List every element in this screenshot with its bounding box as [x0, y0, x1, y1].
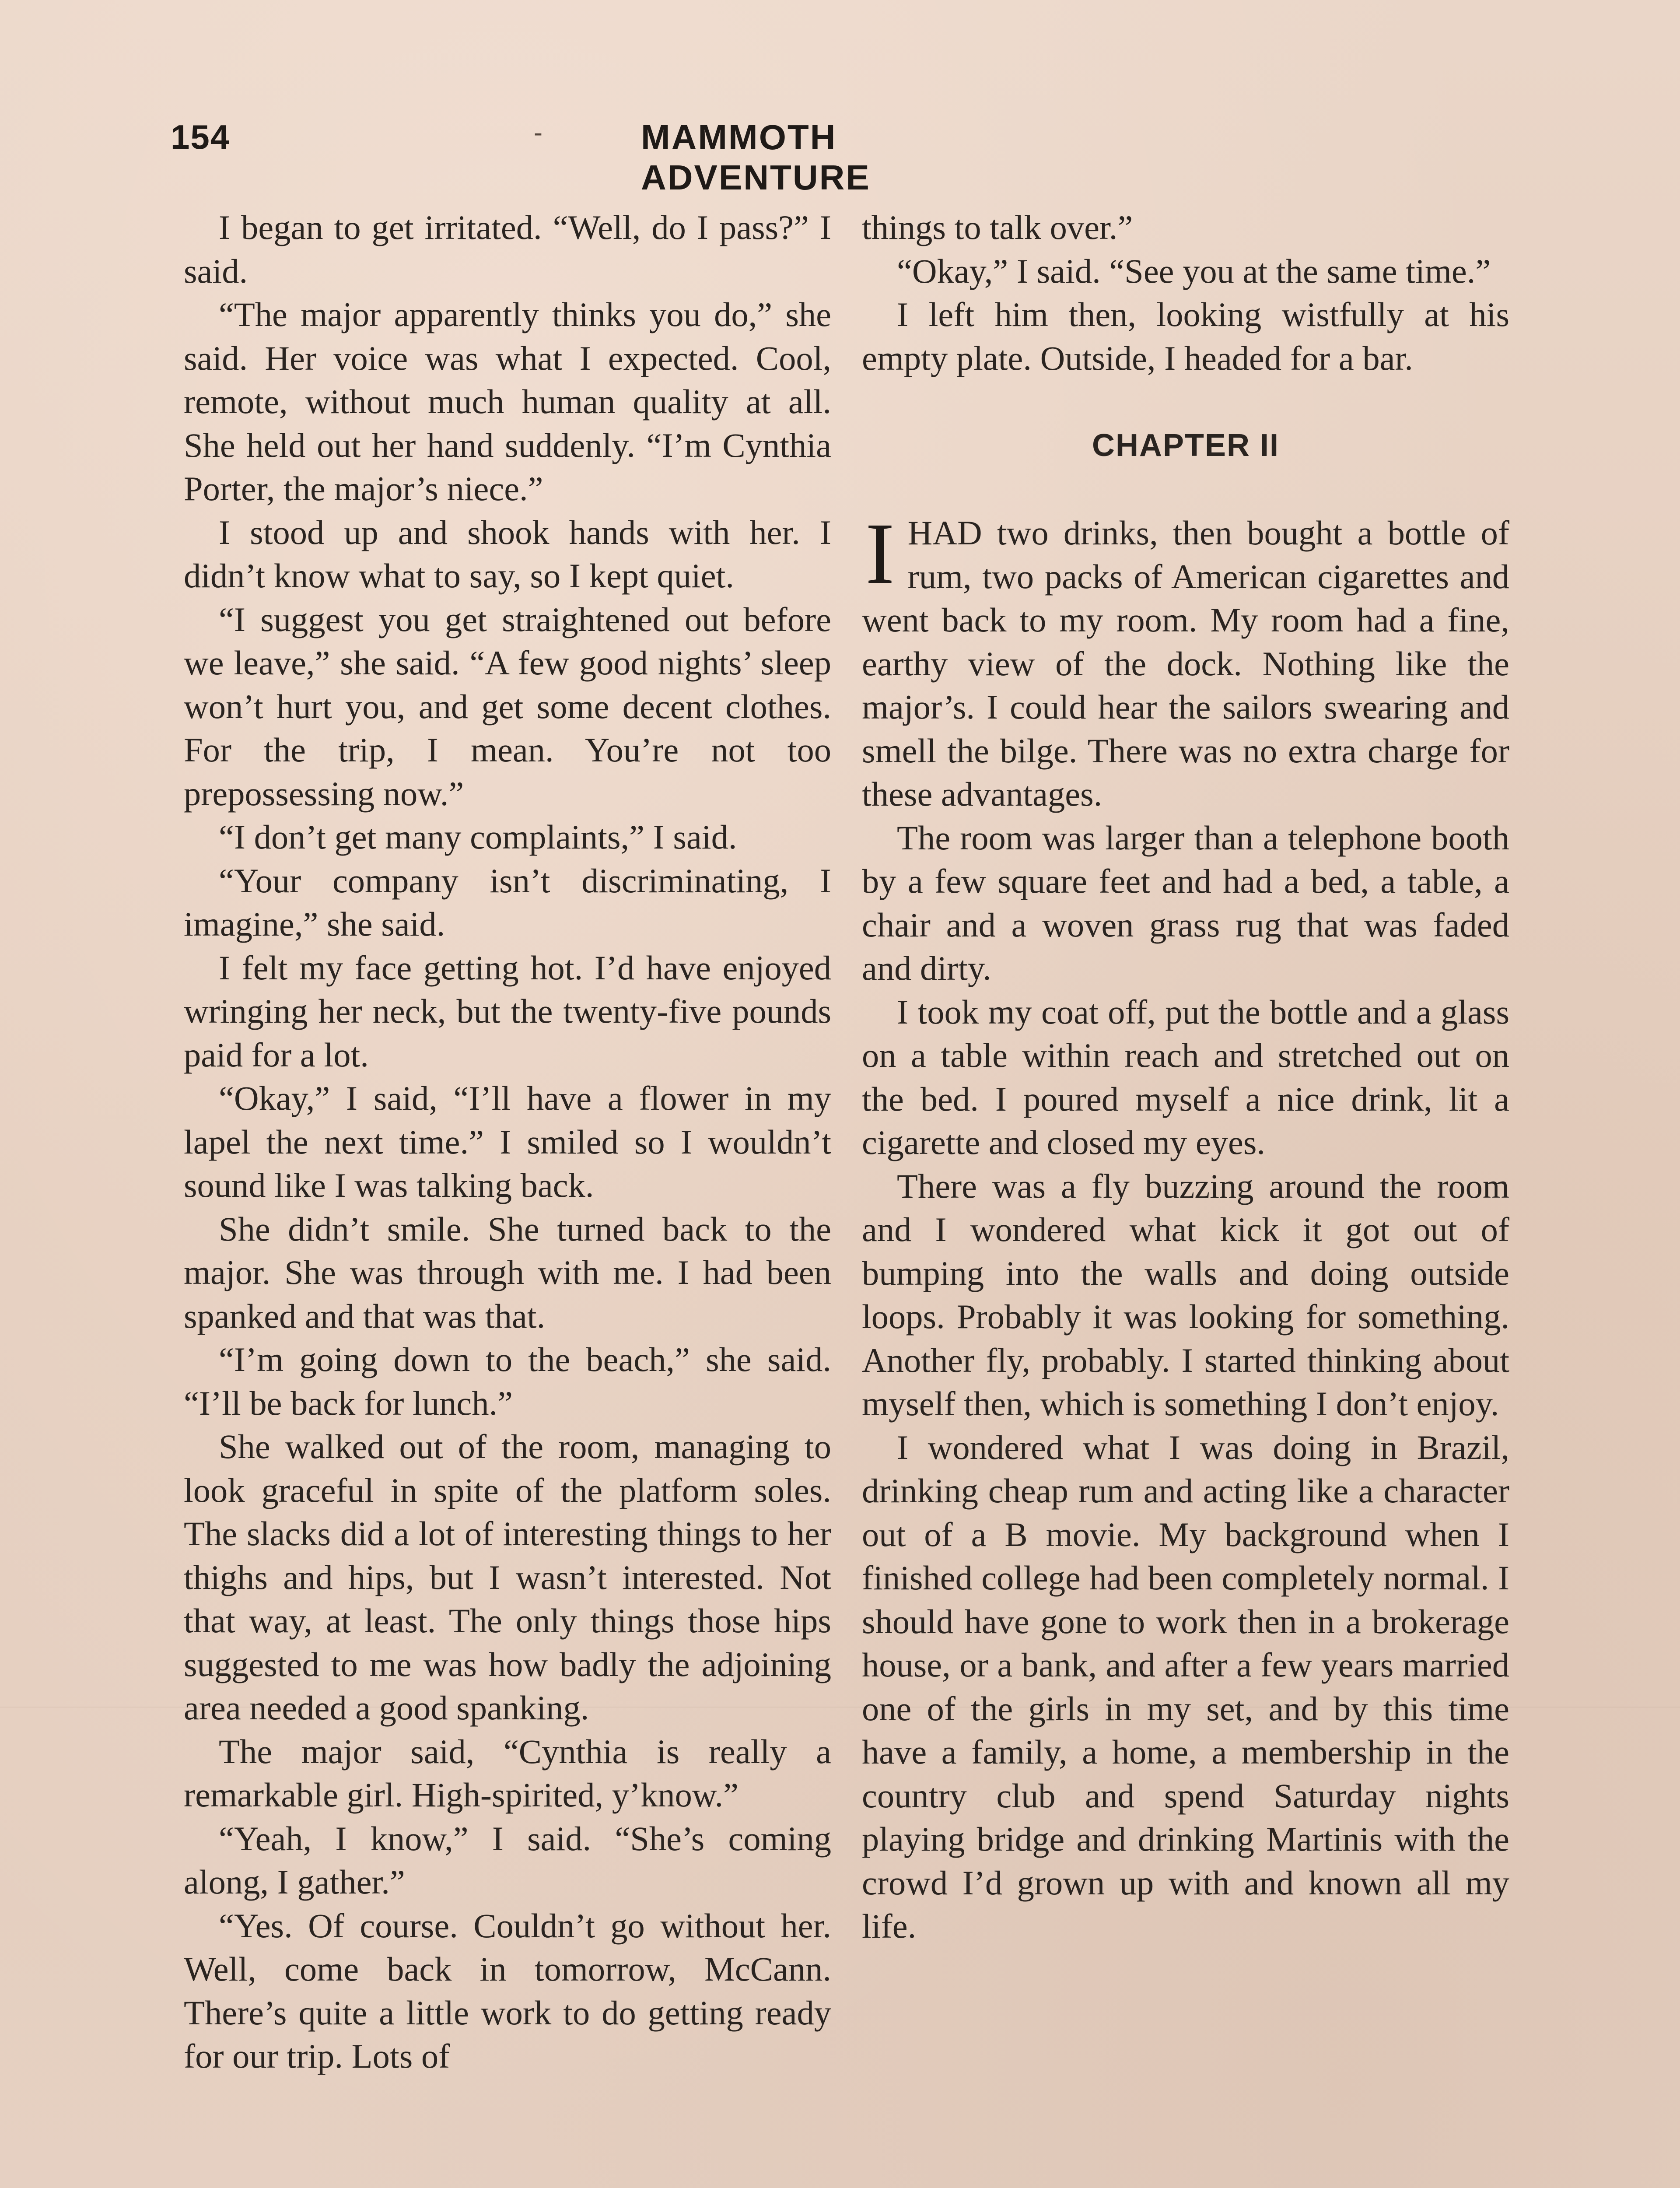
chapter-break [862, 380, 1509, 511]
paragraph: I wondered what I was doing in Brazil, drinking cheap rum and acting like a character out of a B movie. My background when I finished college had been completely normal. I should have gone to work then in a brokerage house, or a bank, and after a few years married one of the girls in my set, and by this time have a family, a home, a membership in the country club and spend Saturday nights playing bridge and drinking Martinis with the crowd I’d grown up with and known all my life. [862, 1428, 1509, 1945]
chapter-heading: CHAPTER II [1092, 428, 1280, 463]
paragraph: The major said, “Cynthia is really a remarkable girl. High-spirited, y’know.” [184, 1732, 831, 1814]
paragraph: She didn’t smile. She turned back to the major. She was through with me. I had been spanked and that was that. [184, 1210, 831, 1335]
paragraph: I felt my face getting hot. I’d have enjoyed wringing her neck, but the twenty-five pounds paid for a lot. [184, 948, 831, 1074]
paragraph-continued: things to talk over.” [862, 208, 1133, 246]
paragraph: She walked out of the room, managing to look graceful in spite of the platform soles. The slacks did a lot of interesting things to her thighs and hips, but I wasn’t interested. Not that way, at least. The only things those hips suggested to me was how badly the adjoining area needed a good spanking. [184, 1427, 831, 1727]
left-text-column [184, 206, 831, 2078]
paragraph: There was a fly buzzing around the room and I wondered what kick it got out of bumping into the walls and doing outside loops. Probably it was looking for something. Another fly, probably. I started thinking about myself then, which is something I don’t enjoy. [862, 1167, 1509, 1423]
chapter-opening-text: HAD two drinks, then bought a bottle of rum, two packs of American cigarettes and went back to my room. My room had a fine, earthy view of the dock. Nothing like the major’s. I could hear the sailors swearing and smell the bilge. There was no extra charge for these advantages. [862, 514, 1509, 813]
right-text-column [862, 206, 1509, 1948]
paragraph: The room was larger than a telephone booth by a few square feet and had a bed, a table, a chair and a woven grass rug that was faded and dirty. [862, 818, 1509, 987]
paragraph: “Okay,” I said. “See you at the same time.” [897, 252, 1491, 290]
drop-cap: I [865, 505, 895, 602]
magazine-title: MAMMOTH ADVENTURE [641, 118, 871, 197]
paragraph: “Your company isn’t discriminating, I imagine,” she said. [184, 861, 831, 943]
page-number: 154 [171, 118, 231, 156]
header-dash: - [534, 118, 542, 147]
paragraph: “I suggest you get straightened out before we leave,” she said. “A few good nights’ sleep won’t hurt you, and get some decent clothes. For the trip, I mean. You’re not too prepossessing now.” [184, 600, 831, 813]
paragraph: I began to get irritated. “Well, do I pass?” I said. [184, 208, 831, 290]
paragraph: I left him then, looking wistfully at his empty plate. Outside, I headed for a bar. [862, 295, 1509, 377]
paragraph: I stood up and shook hands with her. I didn’t know what to say, so I kept quiet. [184, 513, 831, 595]
paragraph: “Yeah, I know,” I said. “She’s coming along, I gather.” [184, 1819, 831, 1901]
paragraph: “I’m going down to the beach,” she said. “I’ll be back for lunch.” [184, 1340, 831, 1422]
paragraph: “Okay,” I said, “I’ll have a flower in my lapel the next time.” I smiled so I wouldn’t sound like I was talking back. [184, 1079, 831, 1204]
paragraph: “I don’t get many complaints,” I said. [219, 818, 737, 856]
paragraph: I took my coat off, put the bottle and a glass on a table within reach and stretched out on the bed. I poured myself a nice drink, lit a cigarette and closed my eyes. [862, 992, 1509, 1161]
paragraph: “Yes. Of course. Couldn’t go without her. Well, come back in tomorrow, McCann. There’s quite a little work to do getting ready for our trip. Lots of [184, 1906, 831, 2075]
running-head [171, 117, 1072, 197]
paragraph: “The major apparently thinks you do,” she said. Her voice was what I expected. Cool, remote, without much human quality at all. She held out her hand suddenly. “I’m Cynthia Porter, the major’s niece.” [184, 295, 831, 508]
chapter-opening-paragraph [862, 505, 1509, 816]
